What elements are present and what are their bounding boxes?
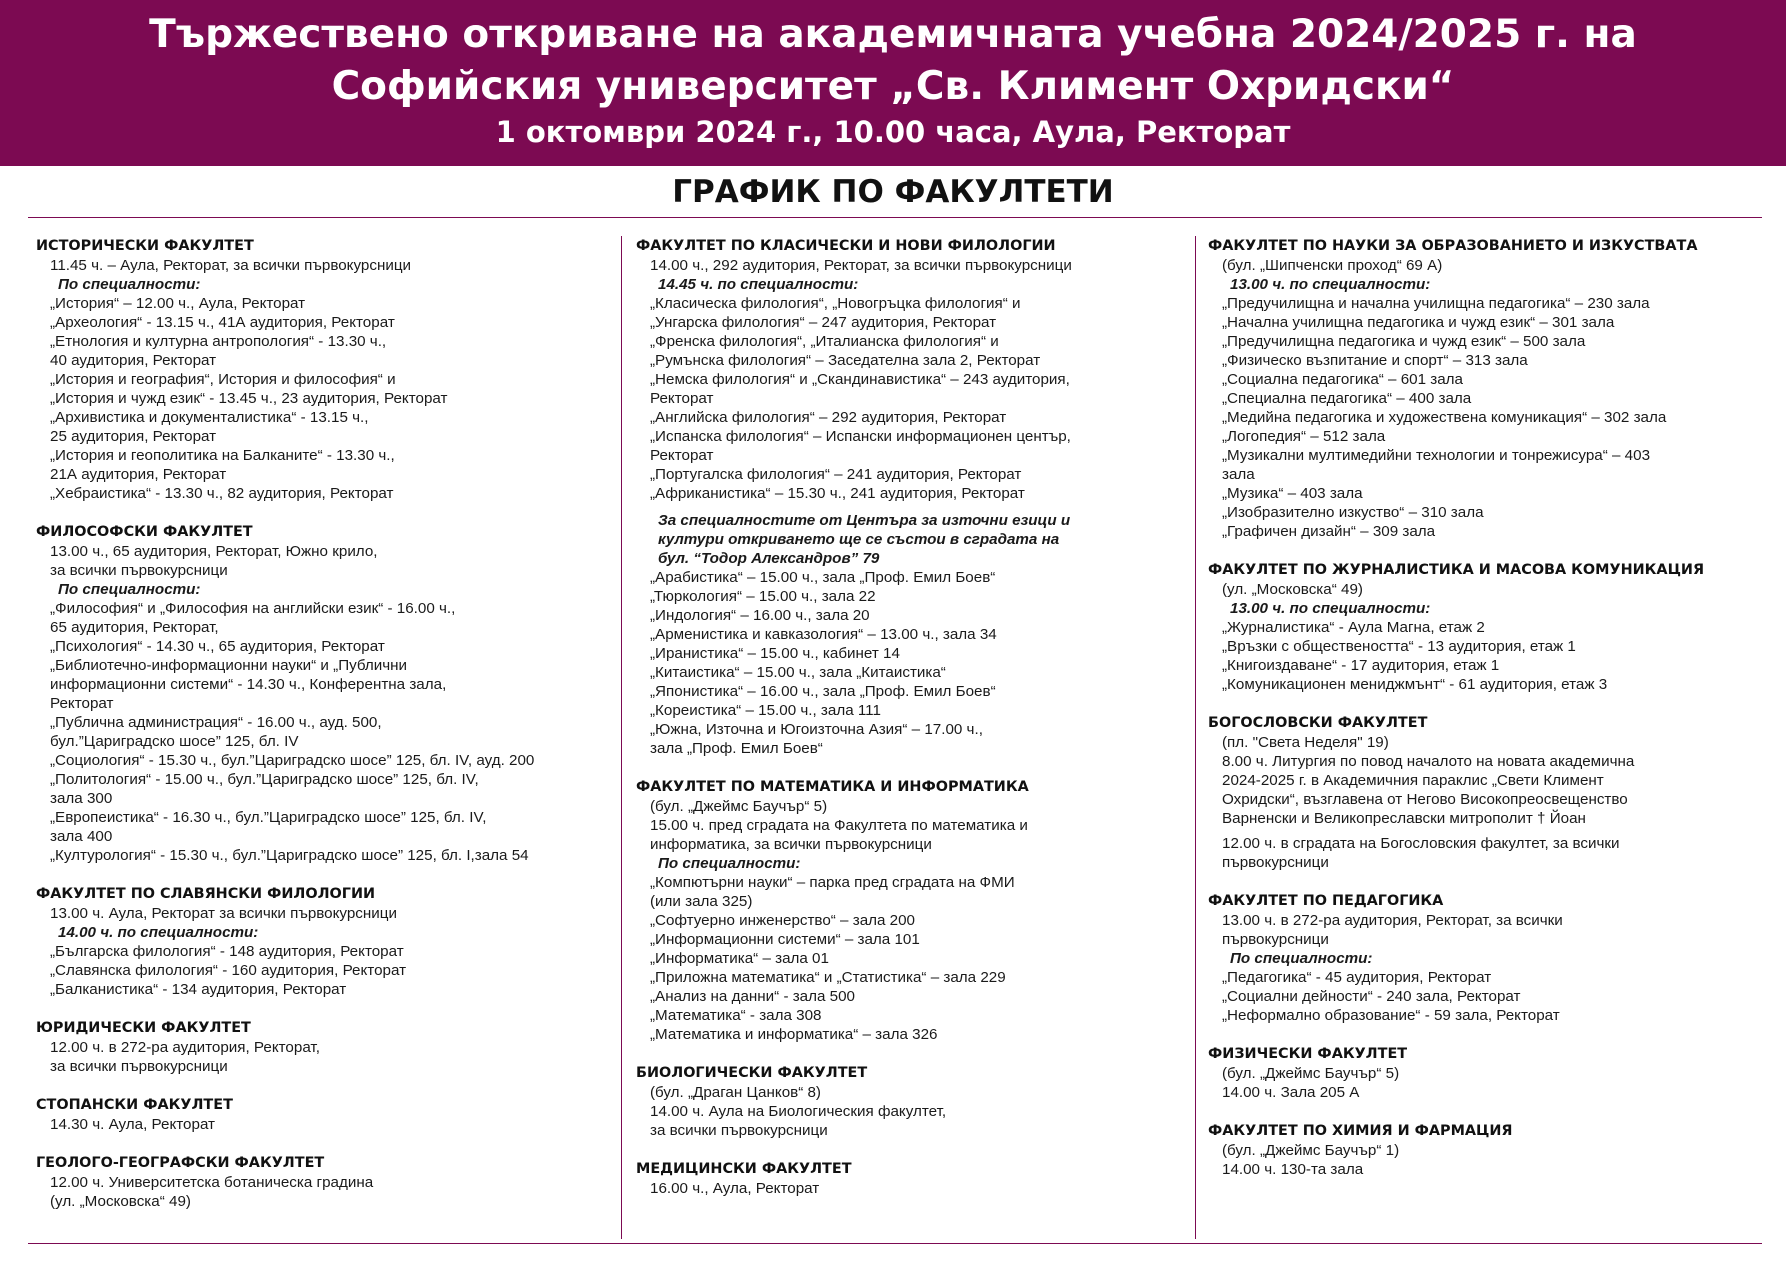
faculty-geology-geography <box>36 1153 606 1211</box>
faculty-medicine <box>636 1159 1193 1198</box>
list-item: „Иранистика“ – 15.00 ч., кабинет 14 <box>650 645 900 662</box>
faculty-line: 12.00 ч. Университетска ботаническа градина <box>50 1174 374 1191</box>
list-item: Охридски“, възглавена от Негово Високопреосвещенство <box>1222 791 1628 808</box>
list-item: „Социални дейности“ - 240 зала, Ректорат <box>1222 988 1521 1005</box>
faculty-title: ФАКУЛТЕТ ПО НАУКИ ЗА ОБРАЗОВАНИЕТО И ИЗКУСТВАТА <box>1208 238 1698 254</box>
list-item: „Българска филология“ - 148 аудитория, Ректорат <box>50 943 404 960</box>
list-item: „Информатика“ – зала 01 <box>650 950 829 967</box>
faculty-line: 11.45 ч. – Аула, Ректорат, за всички първокурсници <box>50 257 412 274</box>
list-item: Ректорат <box>650 447 714 464</box>
faculty-title: ФАКУЛТЕТ ПО ЖУРНАЛИСТИКА И МАСОВА КОМУНИКАЦИЯ <box>1208 562 1705 578</box>
list-item: „Английска филология“ – 292 аудитория, Ректорат <box>650 409 1007 426</box>
faculty-math-informatics <box>636 777 1193 1044</box>
list-item: „Математика и информатика“ – зала 326 <box>650 1026 938 1043</box>
faculty-title: ГЕОЛОГО-ГЕОГРАФСКИ ФАКУЛТЕТ <box>36 1155 325 1171</box>
faculty-title: ФАКУЛТЕТ ПО ХИМИЯ И ФАРМАЦИЯ <box>1208 1123 1513 1139</box>
faculty-title: СТОПАНСКИ ФАКУЛТЕТ <box>36 1097 233 1113</box>
list-item: (или зала 325) <box>650 893 753 910</box>
list-item: 12.00 ч. в сградата на Богословския факултет, за всички <box>1222 835 1620 852</box>
eastern-center-note: За специалностите от Центъра за източни езици и <box>658 512 1071 529</box>
specialties-label: 13.00 ч. по специалности: <box>1230 276 1431 293</box>
faculty-line: за всички първокурсници <box>50 562 228 579</box>
faculty-line: (бул. „Шипченски проход“ 69 А) <box>1222 257 1443 274</box>
list-item: „Португалска филология“ – 241 аудитория, Ректорат <box>650 466 1022 483</box>
list-item: „Испанска филология“ – Испански информационен център, <box>650 428 1071 445</box>
faculty-title: ФАКУЛТЕТ ПО КЛАСИЧЕСКИ И НОВИ ФИЛОЛОГИИ <box>636 238 1056 254</box>
list-item: „Етнология и културна антропология“ - 13.30 ч., <box>50 333 387 350</box>
list-item: „Приложна математика“ и „Статистика“ – зала 229 <box>650 969 1006 986</box>
faculty-history <box>36 236 606 503</box>
faculty-line: за всички първокурсници <box>50 1058 228 1075</box>
faculty-title: БОГОСЛОВСКИ ФАКУЛТЕТ <box>1208 715 1428 731</box>
list-item: „Журналистика“ - Аула Магна, етаж 2 <box>1222 619 1485 636</box>
banner-title-line1: Тържествено откриване на академичната учебна 2024/2025 г. на <box>149 12 1637 57</box>
faculty-title: ФАКУЛТЕТ ПО СЛАВЯНСКИ ФИЛОЛОГИИ <box>36 886 376 902</box>
faculty-title: ФАКУЛТЕТ ПО МАТЕМАТИКА И ИНФОРМАТИКА <box>636 779 1029 795</box>
list-item: „Неформално образование“ - 59 зала, Ректорат <box>1222 1007 1560 1024</box>
list-item: „Унгарска филология“ – 247 аудитория, Ректорат <box>650 314 997 331</box>
eastern-center-note: култури откриването ще се състои в сградата на <box>658 531 1060 548</box>
list-item: „Музикални мултимедийни технологии и тонрежисура“ – 403 <box>1222 447 1651 464</box>
list-item: „Социология“ - 15.30 ч., бул.”Цариградско шосе” 125, бл. IV, ауд. 200 <box>50 752 535 769</box>
list-item: „Кореистика“ – 15.00 ч., зала 111 <box>650 702 881 719</box>
list-item: „Медийна педагогика и художествена комуникация“ – 302 зала <box>1222 409 1667 426</box>
list-item: „Индология“ – 16.00 ч., зала 20 <box>650 607 870 624</box>
list-item: 2024-2025 г. в Академичния параклис „Свети Климент <box>1222 772 1604 789</box>
faculty-line: (бул. „Джеймс Баучър“ 5) <box>1222 1065 1400 1082</box>
list-item: зала 400 <box>50 828 113 845</box>
top-divider <box>28 217 1762 218</box>
banner-date-line: 1 октомври 2024 г., 10.00 часа, Аула, Ректорат <box>495 115 1291 149</box>
faculty-physics <box>1208 1044 1763 1102</box>
faculty-line: информатика, за всички първокурсници <box>650 836 932 853</box>
list-item: „Софтуерно инженерство“ – зала 200 <box>650 912 916 929</box>
specialties-label: По специалности: <box>58 276 201 293</box>
list-item: „Графичен дизайн“ – 309 зала <box>1222 523 1436 540</box>
list-item: „Книгоиздаване“ - 17 аудитория, етаж 1 <box>1222 657 1500 674</box>
specialties-label: По специалности: <box>658 855 801 872</box>
faculty-line: за всички първокурсници <box>650 1122 828 1139</box>
list-item: „Африканистика“ – 15.30 ч., 241 аудитория, Ректорат <box>650 485 1025 502</box>
list-item: „Японистика“ – 16.00 ч., зала „Проф. Емил Боев“ <box>650 683 996 700</box>
faculty-philosophy <box>36 522 606 865</box>
list-item: „Музика“ – 403 зала <box>1222 485 1363 502</box>
list-item: „Информационни системи“ – зала 101 <box>650 931 920 948</box>
list-item: „Балканистика“ - 134 аудитория, Ректорат <box>50 981 347 998</box>
list-item: „Социална педагогика“ – 601 зала <box>1222 371 1463 388</box>
faculty-pedagogy <box>1208 891 1763 1025</box>
list-item: „История и чужд език“ - 13.45 ч., 23 аудитория, Ректорат <box>50 390 448 407</box>
eastern-center-note: бул. “Тодор Александров” 79 <box>658 550 880 567</box>
list-item: 8.00 ч. Литургия по повод началото на новата академична <box>1222 753 1635 770</box>
faculty-line: 13.00 ч. Аула, Ректорат за всички първокурсници <box>50 905 397 922</box>
list-item: „Изобразително изкуство“ – 310 зала <box>1222 504 1484 521</box>
faculty-biology <box>636 1063 1193 1140</box>
faculty-classical-modern-philology <box>636 236 1193 758</box>
faculty-title: ФАКУЛТЕТ ПО ПЕДАГОГИКА <box>1208 893 1444 909</box>
list-item: „Китаистика“ – 15.00 ч., зала „Китаистика“ <box>650 664 946 681</box>
faculty-line: 16.00 ч., Аула, Ректорат <box>650 1180 820 1197</box>
list-item: „Класическа филология“, „Новогръцка филология“ и <box>650 295 1021 312</box>
list-item: „Комуникационен мениджмънт“ - 61 аудитория, етаж 3 <box>1222 676 1608 693</box>
faculty-line: (пл. "Света Неделя" 19) <box>1222 734 1389 751</box>
faculty-line: (бул. „Джеймс Баучър“ 5) <box>650 798 828 815</box>
list-item: „История и геополитика на Балканите“ - 13.30 ч., <box>50 447 395 464</box>
specialties-label: 14.45 ч. по специалности: <box>658 276 859 293</box>
list-item: „Културология“ - 15.30 ч., бул.”Цариградско шосе” 125, бл. I,зала 54 <box>50 847 529 864</box>
faculty-line: (ул. „Московска“ 49) <box>1222 581 1363 598</box>
list-item: „Архивистика и документалистика“ - 13.15 ч., <box>50 409 369 426</box>
list-item: 21А аудитория, Ректорат <box>50 466 227 483</box>
list-item: зала 300 <box>50 790 113 807</box>
faculty-line: 14.00 ч. 130-та зала <box>1222 1161 1364 1178</box>
faculty-slavic <box>36 884 606 999</box>
faculty-title: ЮРИДИЧЕСКИ ФАКУЛТЕТ <box>36 1020 251 1036</box>
list-item: „Френска филология“, „Италианска филология“ и <box>650 333 999 350</box>
list-item: „Южна, Източна и Югоизточна Азия“ – 17.00 ч., <box>650 721 983 738</box>
column-left <box>36 236 606 1239</box>
list-item: „Хебраистика“ - 13.30 ч., 82 аудитория, Ректорат <box>50 485 394 502</box>
faculty-title: БИОЛОГИЧЕСКИ ФАКУЛТЕТ <box>636 1065 868 1081</box>
list-item: „Славянска филология“ - 160 аудитория, Ректорат <box>50 962 407 979</box>
list-item: „Математика“ - зала 308 <box>650 1007 822 1024</box>
list-item: първокурсници <box>1222 854 1329 871</box>
list-item: „Анализ на данни“ - зала 500 <box>650 988 856 1005</box>
faculty-line: 14.00 ч., 292 аудитория, Ректорат, за всички първокурсници <box>650 257 1072 274</box>
list-item: „Логопедия“ – 512 зала <box>1222 428 1386 445</box>
list-item: информационни системи“ - 14.30 ч., Конферентна зала, <box>50 676 447 693</box>
list-item: „Предучилищна педагогика и чужд език“ – 500 зала <box>1222 333 1586 350</box>
schedule-heading: ГРАФИК ПО ФАКУЛТЕТИ <box>672 174 1114 210</box>
faculty-title: ИСТОРИЧЕСКИ ФАКУЛТЕТ <box>36 238 254 254</box>
list-item: „Педагогика“ - 45 аудитория, Ректорат <box>1222 969 1492 986</box>
faculty-line: 13.00 ч. в 272-ра аудитория, Ректорат, за всички <box>1222 912 1563 929</box>
list-item: бул.”Цариградско шосе” 125, бл. IV <box>50 733 299 750</box>
list-item: „Археология“ - 13.15 ч., 41А аудитория, Ректорат <box>50 314 395 331</box>
list-item: „Философия“ и „Философия на английски език“ - 16.00 ч., <box>50 600 456 617</box>
faculty-title: ФИЛОСОФСКИ ФАКУЛТЕТ <box>36 524 253 540</box>
list-item: „Начална училищна педагогика и чужд език“ – 301 зала <box>1222 314 1615 331</box>
list-item: 65 аудитория, Ректорат, <box>50 619 219 636</box>
faculty-line: (ул. „Московска“ 49) <box>50 1193 191 1210</box>
list-item: „Европеистика“ - 16.30 ч., бул.”Цариградско шосе” 125, бл. IV, <box>50 809 487 826</box>
column-right <box>1195 236 1763 1239</box>
list-item: „Политология“ - 15.00 ч., бул.”Цариградско шосе” 125, бл. IV, <box>50 771 479 788</box>
specialties-label: 13.00 ч. по специалности: <box>1230 600 1431 617</box>
faculty-line: 15.00 ч. пред сградата на Факултета по математика и <box>650 817 1028 834</box>
faculty-line: (бул. „Джеймс Баучър“ 1) <box>1222 1142 1400 1159</box>
list-item: „Компютърни науки“ – парка пред сградата на ФМИ <box>650 874 1015 891</box>
list-item: „Публична администрация“ - 16.00 ч., ауд. 500, <box>50 714 382 731</box>
specialties-label: По специалности: <box>1230 950 1373 967</box>
faculty-title: ФИЗИЧЕСКИ ФАКУЛТЕТ <box>1208 1046 1408 1062</box>
list-item: „Немска филология“ и „Скандинавистика“ – 243 аудитория, <box>650 371 1070 388</box>
faculty-line: 12.00 ч. в 272-ра аудитория, Ректорат, <box>50 1039 320 1056</box>
list-item: зала <box>1222 466 1255 483</box>
faculty-line: (бул. „Драган Цанков“ 8) <box>650 1084 821 1101</box>
list-item: „Връзки с обществеността“ - 13 аудитория, етаж 1 <box>1222 638 1576 655</box>
list-item: „Библиотечно-информационни науки“ и „Публични <box>50 657 408 674</box>
list-item: „Арменистика и кавказология“ – 13.00 ч., зала 34 <box>650 626 997 643</box>
list-item: „История“ – 12.00 ч., Аула, Ректорат <box>50 295 306 312</box>
list-item: Ректорат <box>650 390 714 407</box>
list-item: 25 аудитория, Ректорат <box>50 428 217 445</box>
faculty-line: 14.00 ч. Зала 205 А <box>1222 1084 1360 1101</box>
faculty-theology <box>1208 713 1763 872</box>
list-item: „История и география“, История и философия“ и <box>50 371 396 388</box>
bottom-divider <box>28 1243 1762 1244</box>
list-item: „Арабистика“ – 15.00 ч., зала „Проф. Емил Боев“ <box>650 569 996 586</box>
list-item: „Психология“ - 14.30 ч., 65 аудитория, Ректорат <box>50 638 385 655</box>
specialties-label: По специалности: <box>58 581 201 598</box>
faculty-education-arts <box>1208 236 1763 541</box>
faculty-line: първокурсници <box>1222 931 1329 948</box>
list-item: зала „Проф. Емил Боев“ <box>650 740 823 757</box>
list-item: „Предучилищна и начална училищна педагогика“ – 230 зала <box>1222 295 1650 312</box>
faculty-line: 14.00 ч. Аула на Биологическия факултет, <box>650 1103 947 1120</box>
faculty-economics <box>36 1095 606 1134</box>
header-banner <box>0 0 1786 166</box>
faculty-line: 14.30 ч. Аула, Ректорат <box>50 1116 216 1133</box>
list-item: Варненски и Великопреславски митрополит † Йоан <box>1222 810 1586 827</box>
specialties-label: 14.00 ч. по специалности: <box>58 924 259 941</box>
faculty-journalism <box>1208 560 1763 694</box>
faculty-title: МЕДИЦИНСКИ ФАКУЛТЕТ <box>636 1161 852 1177</box>
list-item: „Физическо възпитание и спорт“ – 313 зала <box>1222 352 1528 369</box>
list-item: „Румънска филология“ – Заседателна зала 2, Ректорат <box>650 352 1041 369</box>
faculty-law <box>36 1018 606 1076</box>
faculty-chemistry-pharmacy <box>1208 1121 1763 1179</box>
banner-title-line2: Софийския университет „Св. Климент Охридски“ <box>331 64 1455 109</box>
list-item: 40 аудитория, Ректорат <box>50 352 217 369</box>
column-middle <box>621 236 1193 1239</box>
list-item: „Специална педагогика“ – 400 зала <box>1222 390 1472 407</box>
list-item: „Тюркология“ – 15.00 ч., зала 22 <box>650 588 876 605</box>
faculty-line: 13.00 ч., 65 аудитория, Ректорат, Южно крило, <box>50 543 378 560</box>
list-item: Ректорат <box>50 695 114 712</box>
